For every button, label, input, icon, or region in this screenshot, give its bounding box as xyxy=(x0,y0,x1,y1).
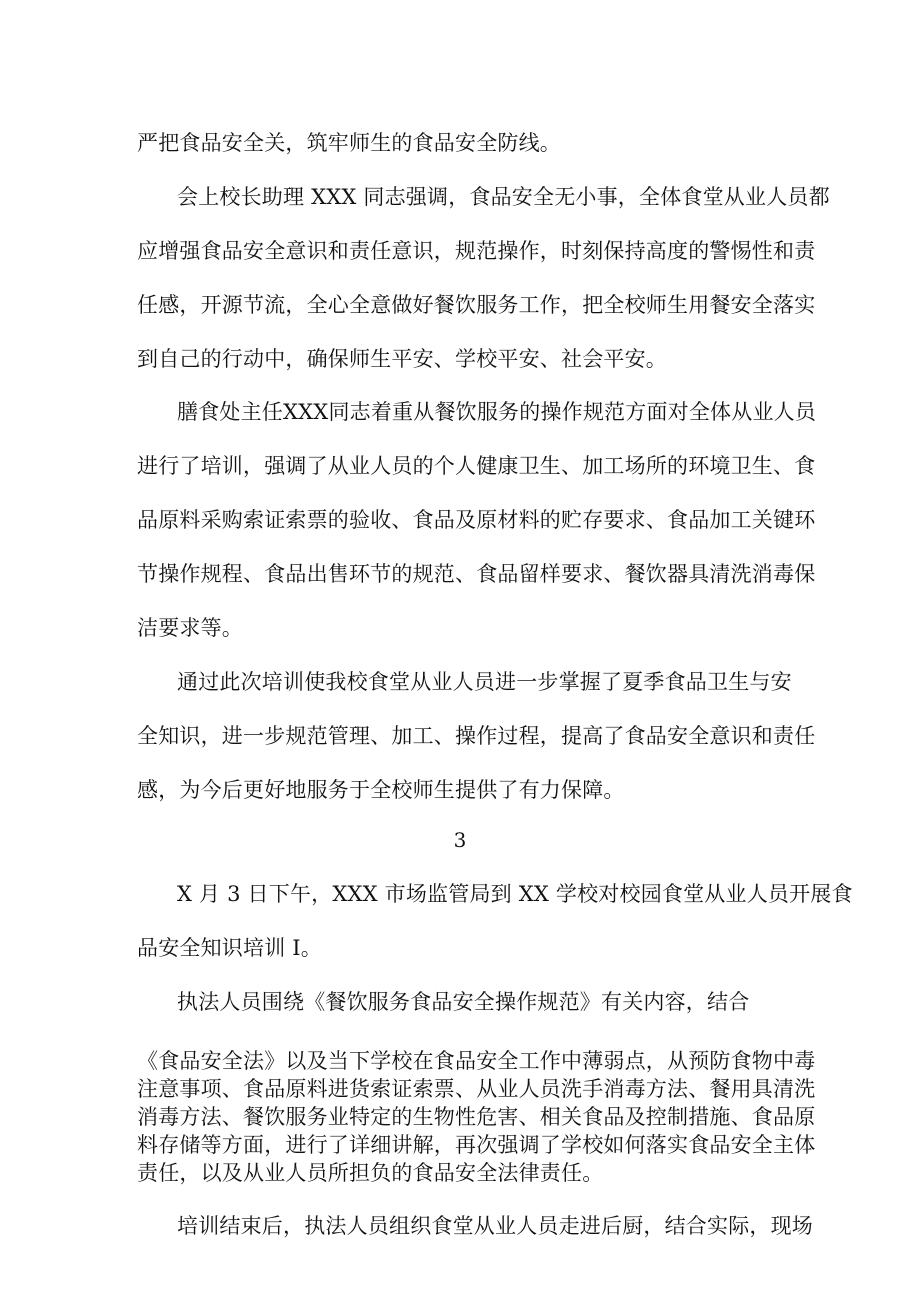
text-line: 料存储等方面，进行了详细讲解，再次强调了学校如何落实食品安全主体 xyxy=(137,1133,816,1157)
text-line: 节操作规程、食品出售环节的规范、食品留样要求、餐饮器具清洗消毒保 xyxy=(137,562,816,586)
text-line: 膳食处主任XXX同志着重从餐饮服务的操作规范方面对全体从业人员 xyxy=(177,400,817,424)
section-number: 3 xyxy=(453,828,467,852)
text-line: 严把食品安全关，筑牢师生的食品安全防线。 xyxy=(137,131,561,155)
text-line: 进行了培训，强调了从业人员的个人健康卫生、加工场所的环境卫生、食 xyxy=(137,454,816,478)
text-line: 品安全知识培训 I。 xyxy=(137,936,322,960)
text-line: 全知识，进一步规范管理、加工、操作过程，提高了食品安全意识和责任 xyxy=(137,724,816,748)
text-line: 会上校长助理 XXX 同志强调，食品安全无小事，全体食堂从业人员都 xyxy=(177,185,830,209)
text-line: 品原料采购索证索票的验收、食品及原材料的贮存要求、食品加工关键环 xyxy=(137,508,816,532)
text-line: 消毒方法、餐饮服务业特定的生物性危害、相关食品及控制措施、食品原 xyxy=(137,1105,816,1129)
text-line: 培训结束后，执法人员组织食堂从业人员走进后厨，结合实际，现场 xyxy=(177,1214,813,1238)
text-line: 洁要求等。 xyxy=(137,616,243,640)
text-line: X 月 3 日下午，XXX 市场监管局到 XX 学校对校园食堂从业人员开展食 xyxy=(177,882,853,906)
text-line: 《食品安全法》以及当下学校在食品安全工作中薄弱点，从预防食物中毒 xyxy=(137,1049,816,1073)
text-line: 应增强食品安全意识和责任意识，规范操作，时刻保持高度的警惕性和责 xyxy=(137,239,816,263)
text-line: 注意事项、食品原料进货索证索票、从业人员洗手消毒方法、餐用具清洗 xyxy=(137,1077,816,1101)
text-line: 感，为今后更好地服务于全校师生提供了有力保障。 xyxy=(137,778,625,802)
text-line: 到自己的行动中，确保师生平安、学校平安、社会平安。 xyxy=(137,347,667,371)
text-line: 责任，以及从业人员所担负的食品安全法律责任。 xyxy=(137,1161,604,1185)
text-line: 执法人员围绕《餐饮服务食品安全操作规范》有关内容，结合 xyxy=(177,990,750,1014)
text-line: 任感，开源节流，全心全意做好餐饮服务工作，把全校师生用餐安全落实 xyxy=(137,293,816,317)
text-line: 通过此次培训使我校食堂从业人员进一步掌握了夏季食品卫生与安 xyxy=(177,670,792,694)
